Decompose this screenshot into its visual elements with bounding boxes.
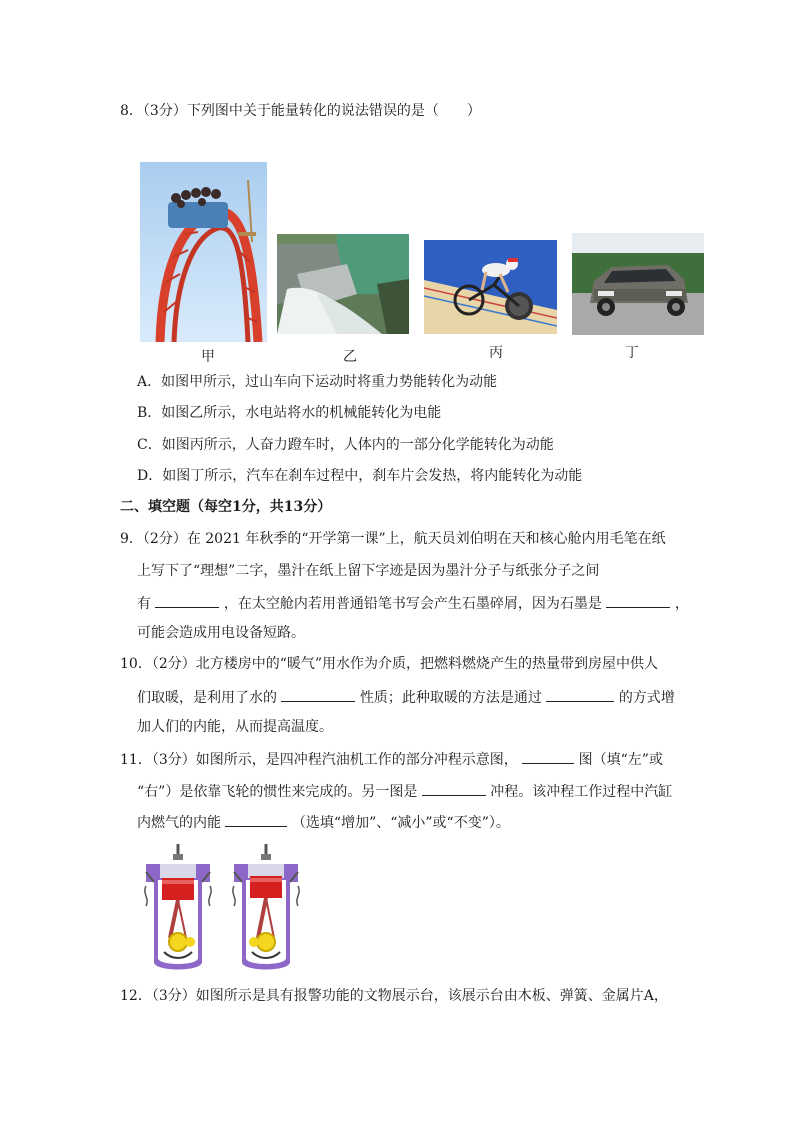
- q8-option-c: C．如图丙所示，人奋力蹬车时，人体内的一部分化学能转化为动能: [137, 437, 554, 453]
- answer-blank[interactable]: [522, 748, 574, 764]
- caption-yi: 乙: [343, 349, 357, 365]
- engine-diagram: [140, 842, 310, 974]
- q11-line1: 11．（3分）如图所示，是四冲程汽油机工作的部分冲程示意图， 图（填“左”或: [120, 748, 663, 770]
- answer-blank[interactable]: [155, 592, 219, 608]
- q10-line2: 们取暖，是利用了水的 性质；此种取暖的方法是通过 的方式增: [137, 686, 675, 708]
- q11-line3: 内燃气的内能 （选填“增加”、“减小”或“不变”）。: [137, 811, 510, 833]
- section-title: 二、填空题（每空1分，共13分）: [120, 499, 332, 515]
- q8-option-b: B．如图乙所示，水电站将水的机械能转化为电能: [137, 405, 442, 421]
- answer-blank[interactable]: [225, 811, 287, 827]
- dam-image: [277, 234, 409, 334]
- q8-option-a: A．如图甲所示，过山车向下运动时将重力势能转化为动能: [137, 374, 498, 390]
- car-image: [572, 233, 704, 335]
- caption-jia: 甲: [201, 349, 215, 365]
- right-engine-icon: [233, 844, 299, 970]
- left-engine-icon: [145, 844, 211, 970]
- caption-ding: 丁: [625, 345, 639, 361]
- cyclist-image: [424, 240, 557, 334]
- q11-line2: “右”）是依靠飞轮的惯性来完成的。另一图是 冲程。该冲程工作过程中汽缸: [137, 780, 672, 802]
- q9-line2: 上写下了“理想”二字，墨汁在纸上留下字迹是因为墨汁分子与纸张分子之间: [137, 563, 600, 579]
- q9-line3: 有 ，在太空舱内若用普通铅笔书写会产生石墨碎屑，因为石墨是 ，: [137, 592, 689, 614]
- q9-line1: 9．（2分）在 2021 年秋季的“开学第一课”上，航天员刘伯明在天和核心舱内用毛笔在纸: [120, 531, 666, 547]
- answer-blank[interactable]: [281, 686, 355, 702]
- answer-blank[interactable]: [606, 592, 670, 608]
- q8-option-d: D．如图丁所示，汽车在刹车过程中，刹车片会发热，将内能转化为动能: [137, 468, 583, 484]
- q9-line4: 可能会造成用电设备短路。: [137, 625, 305, 641]
- q10-line3: 加人们的内能，从而提高温度。: [137, 719, 333, 735]
- answer-blank[interactable]: [422, 780, 486, 796]
- q10-line1: 10．（2分）北方楼房中的“暖气”用水作为介质，把燃料燃烧产生的热量带到房屋中供人: [120, 656, 659, 672]
- q8-stem: 8．（3分）下列图中关于能量转化的说法错误的是（ ）: [120, 103, 481, 119]
- caption-bing: 丙: [489, 345, 503, 361]
- answer-blank[interactable]: [546, 686, 614, 702]
- q12-line1: 12．（3分）如图所示是具有报警功能的文物展示台，该展示台由木板、弹簧、金属片A，: [120, 988, 668, 1004]
- roller-coaster-image: [140, 162, 267, 342]
